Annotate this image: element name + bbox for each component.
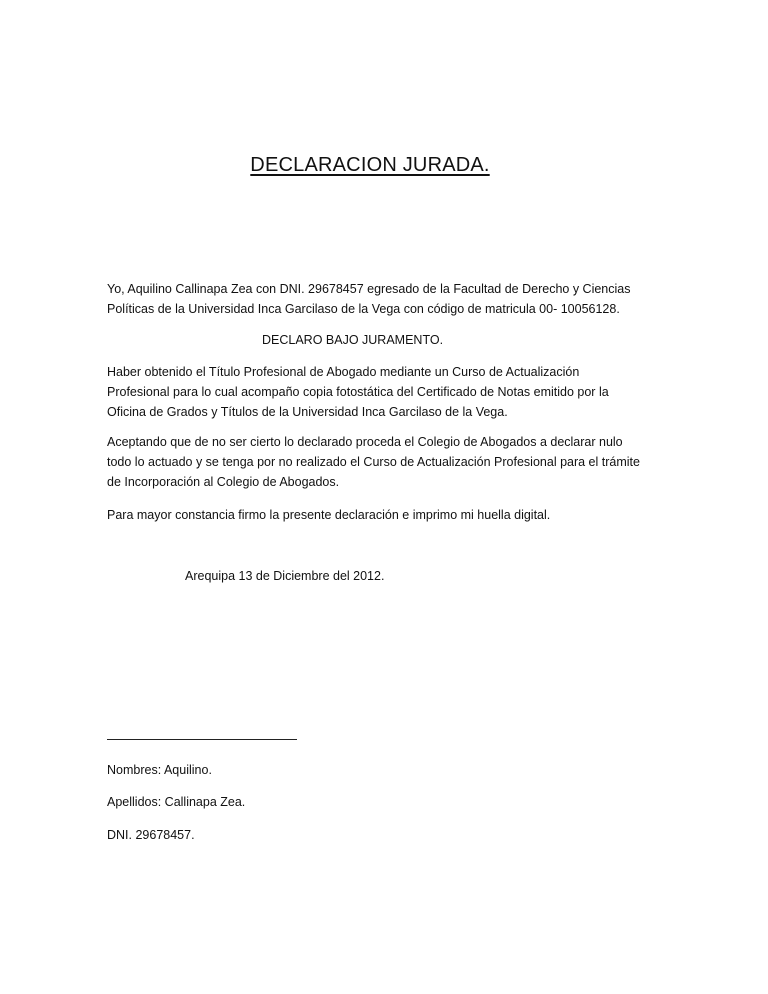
paragraph-2-line-1: Aceptando que de no ser cierto lo declarado proceda el Colegio de Abogados a declarar nulo bbox=[107, 435, 623, 449]
paragraph-2-line-2: todo lo actuado y se tenga por no realizado el Curso de Actualización Profesional para el trámite bbox=[107, 455, 640, 469]
signature-line bbox=[107, 739, 297, 740]
nombres-field: Nombres: Aquilino. bbox=[107, 763, 212, 777]
paragraph-3-line-1: Para mayor constancia firmo la presente declaración e imprimo mi huella digital. bbox=[107, 508, 551, 522]
paragraph-1-line-2: Profesional para lo cual acompaño copia fotostática del Certificado de Notas emitido por la bbox=[107, 385, 609, 399]
intro-line-2: Políticas de la Universidad Inca Garcilaso de la Vega con código de matricula 00- 10056128. bbox=[107, 302, 620, 316]
paragraph-2-line-3: de Incorporación al Colegio de Abogados. bbox=[107, 475, 340, 489]
paragraph-aceptando bbox=[107, 432, 667, 492]
apellidos-field: Apellidos: Callinapa Zea. bbox=[107, 795, 246, 809]
declaration-heading: DECLARO BAJO JURAMENTO. bbox=[262, 333, 444, 347]
paragraph-1-line-1: Haber obtenido el Título Profesional de Abogado mediante un Curso de Actualización bbox=[107, 365, 580, 379]
intro-line-1: Yo, Aquilino Callinapa Zea con DNI. 29678457 egresado de la Facultad de Derecho y Ciencias bbox=[107, 282, 631, 296]
dni-field: DNI. 29678457. bbox=[107, 828, 195, 842]
document-title: DECLARACION JURADA. bbox=[250, 154, 490, 176]
paragraph-1-line-3: Oficina de Grados y Títulos de la Universidad Inca Garcilaso de la Vega. bbox=[107, 405, 508, 419]
paragraph-titulo bbox=[107, 362, 667, 422]
date-line: Arequipa 13 de Diciembre del 2012. bbox=[185, 569, 385, 583]
paragraph-constancia bbox=[107, 505, 667, 525]
intro-paragraph bbox=[107, 279, 667, 319]
